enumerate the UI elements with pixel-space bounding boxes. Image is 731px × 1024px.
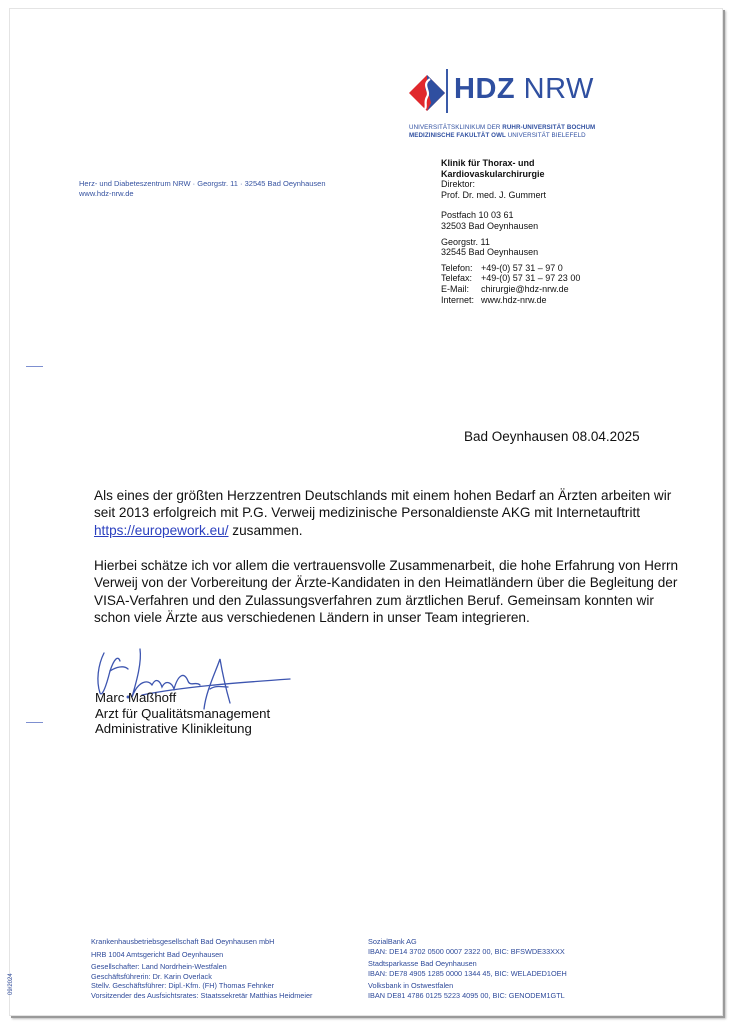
fold-mark-top xyxy=(26,366,43,367)
hdz-diamond-icon xyxy=(407,73,447,113)
contact-row-fax: Telefax: +49-(0) 57 31 – 97 23 00 xyxy=(441,273,581,284)
logo-divider xyxy=(446,69,448,113)
body-paragraph-1: Als eines der größten Herzzentren Deutschlands mit einem hohen Bedarf an Ärzten arbeiten wir seit 2013 erfolgreich mit P.G. Verweij medizinische Personaldienste AKG mit Internetauftritt https://europework.eu/ zusammen. xyxy=(94,488,672,538)
contact-row-phone: Telefon: +49-(0) 57 31 – 97 0 xyxy=(441,262,563,273)
logo-affiliation: UNIVERSITÄTSKLINIKUM DER RUHR-UNIVERSITÄT BOCHUM MEDIZINISCHE FAKULTÄT OWL UNIVERSITÄT BIELEFELD xyxy=(409,124,596,139)
footer-board: Vorsitzender des Ausfsichtsrates: Staatssekretär Matthias Heidmeier xyxy=(91,990,313,1000)
signer-title: Arzt für Qualitätsmanagement xyxy=(95,705,271,721)
signer-name: Marc Maßhoff xyxy=(95,690,177,705)
bank-details: IBAN: DE78 4905 1285 0000 1344 45, BIC: WELADED1OEH xyxy=(368,968,567,978)
fold-mark-bottom xyxy=(26,722,43,723)
clinic-info xyxy=(441,158,580,305)
bank-name: Volksbank in Ostwestfalen xyxy=(368,981,454,991)
sender-address-line: Herz- und Diabeteszentrum NRW · Georgstr. 11 · 32545 Bad Oeynhausen xyxy=(79,179,326,188)
contact-row-email: E-Mail: chirurgie@hdz-nrw.de xyxy=(441,283,569,294)
hdz-logo xyxy=(399,61,629,141)
clinic-name-2: Kardiovaskularchirurgie xyxy=(441,168,545,179)
footer-company-info xyxy=(91,937,312,1001)
sender-address xyxy=(79,179,326,199)
footer-ceo: Geschäftsführerin: Dr. Karin Overlack xyxy=(91,971,212,981)
sender-website: www.hdz-nrw.de xyxy=(79,189,134,198)
footer-deputy: Stellv. Geschäftsführer: Dipl.-Kfm. (FH) Thomas Fehnker xyxy=(91,981,275,991)
logo-wordmark: HDZ NRW xyxy=(454,73,594,105)
footer-bank-info xyxy=(368,937,567,1001)
bank-name: SozialBank AG xyxy=(368,937,417,946)
footer-register: HRB 1004 Amtsgericht Bad Oeynhausen xyxy=(91,949,224,959)
bank-details: IBAN: DE14 3702 0500 0007 2322 00, BIC: BFSWDE33XXX xyxy=(368,946,565,956)
letter-page xyxy=(9,8,723,1016)
street-city: 32545 Bad Oeynhausen xyxy=(441,247,539,258)
director-label: Direktor: xyxy=(441,179,476,190)
postfach: Postfach 10 03 61 xyxy=(441,210,514,221)
form-version: 09/2024 xyxy=(8,973,14,995)
bank-name: Stadtsparkasse Bad Oeynhausen xyxy=(368,959,477,969)
europework-link[interactable]: https://europework.eu/ xyxy=(94,522,229,538)
director-name: Prof. Dr. med. J. Gummert xyxy=(441,189,547,200)
bank-details: IBAN DE81 4786 0125 5223 4095 00, BIC: GENODEM1GTL xyxy=(368,990,565,1000)
postfach-city: 32503 Bad Oeynhausen xyxy=(441,220,539,231)
signer-block xyxy=(95,690,270,737)
clinic-name: Klinik für Thorax- und xyxy=(441,158,535,168)
body-paragraph-2: Hierbei schätze ich vor allem die vertrauensvolle Zusammenarbeit, die hohe Erfahrung von Herrn Verweij von der Vorbereitung der Ärzte-Kandidaten in den Heimatländern über die Begleitung der VISA-Verfahren und den Zulassungsverfahren zum ärztlichen Beruf. Gemeinsam konnten wir schon viele Ärzte aus verschiedenen Ländern in unser Team integrieren. xyxy=(94,558,679,626)
footer-company: Krankenhausbetriebsgesellschaft Bad Oeynhausen mbH xyxy=(91,937,275,946)
signer-role: Administrative Klinikleitung xyxy=(95,721,252,737)
footer-shareholder: Gesellschafter: Land Nordrhein-Westfalen xyxy=(91,962,227,972)
street: Georgstr. 11 xyxy=(441,236,490,247)
contact-row-internet: Internet: www.hdz-nrw.de xyxy=(441,294,547,305)
letter-date: Bad Oeynhausen 08.04.2025 xyxy=(464,429,640,444)
